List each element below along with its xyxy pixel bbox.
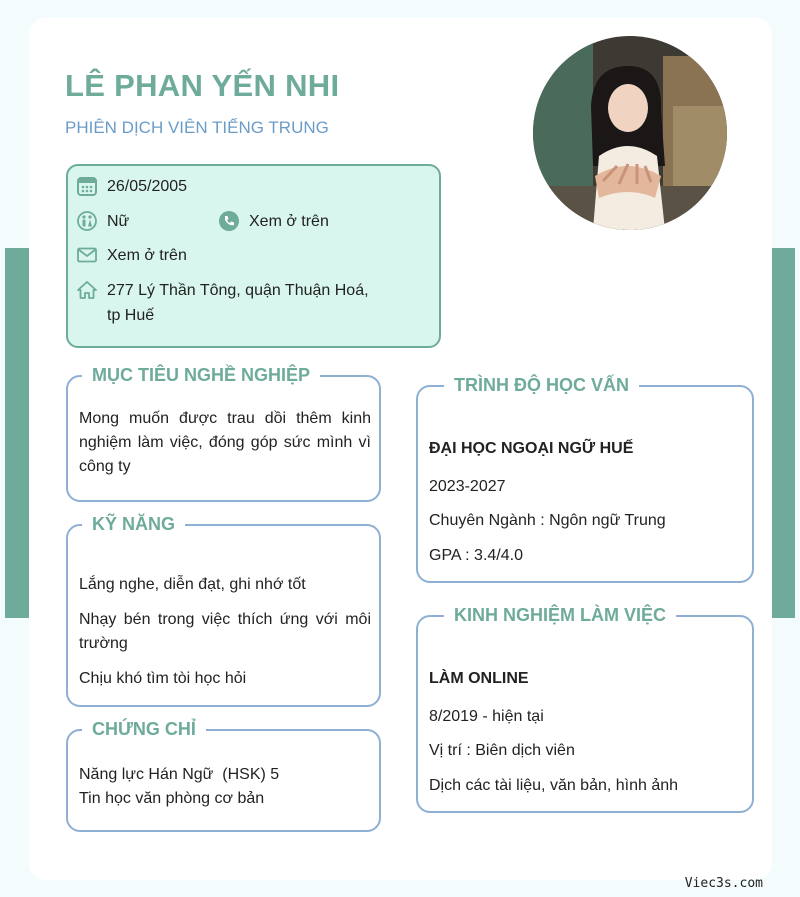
skill-item: Nhạy bén trong việc thích ứng với môi trường [79, 611, 371, 652]
experience-period: 8/2019 - hiện tại [429, 708, 544, 725]
education-section [416, 375, 754, 583]
certificate-item: Năng lực Hán Ngữ (HSK) 5 [79, 766, 280, 783]
skills-section [66, 514, 381, 707]
phone-value: Xem ở trên [249, 213, 329, 230]
skills-title: KỸ NĂNG [82, 512, 185, 536]
experience-company: LÀM ONLINE [429, 670, 529, 687]
objective-text: Mong muốn được trau dồi thêm kinh nghiệm làm việc, đóng góp sức mình vì công ty [79, 410, 371, 475]
phone-row [219, 209, 329, 234]
birthday-row [77, 174, 187, 199]
job-title: PHIÊN DỊCH VIÊN TIẾNG TRUNG [65, 118, 329, 137]
birthday-value: 26/05/2005 [107, 178, 188, 195]
objective-title: MỤC TIÊU NGHỀ NGHIỆP [82, 363, 320, 387]
phone-icon [219, 211, 239, 231]
education-title: TRÌNH ĐỘ HỌC VẤN [444, 373, 639, 397]
experience-title: KINH NGHIỆM LÀM VIỆC [444, 603, 676, 627]
candidate-name: LÊ PHAN YẾN NHI [65, 68, 340, 103]
profile-photo [533, 36, 727, 230]
address-line-1: 277 Lý Thần Tông, quận Thuận Hoá, [107, 282, 369, 299]
experience-position: Vị trí : Biên dịch viên [429, 742, 575, 759]
certificates-title: CHỨNG CHỈ [82, 717, 206, 741]
objective-section [66, 365, 381, 502]
education-years: 2023-2027 [429, 478, 506, 495]
skill-item: Chịu khó tìm tòi học hỏi [79, 670, 247, 687]
experience-description: Dịch các tài liệu, văn bản, hình ảnh [429, 777, 679, 794]
calendar-icon [77, 176, 97, 196]
education-school: ĐẠI HỌC NGOẠI NGỮ HUẾ [429, 440, 634, 457]
certificate-item: Tin học văn phòng cơ bản [79, 790, 265, 807]
experience-section [416, 605, 754, 813]
mail-icon [77, 245, 97, 265]
education-gpa: GPA : 3.4/4.0 [429, 547, 523, 564]
certificates-section [66, 719, 381, 832]
gender-row [77, 209, 129, 234]
watermark: Viec3s.com [684, 876, 763, 891]
email-value: Xem ở trên [107, 247, 187, 264]
education-major: Chuyên Ngành : Ngôn ngữ Trung [429, 512, 666, 529]
email-row [77, 243, 187, 268]
skill-item: Lắng nghe, diễn đạt, ghi nhớ tốt [79, 576, 306, 593]
home-icon [77, 280, 97, 300]
gender-icon [77, 211, 97, 231]
gender-value: Nữ [107, 213, 130, 230]
address-row [77, 278, 369, 328]
address-line-2: tp Huế [107, 307, 155, 324]
